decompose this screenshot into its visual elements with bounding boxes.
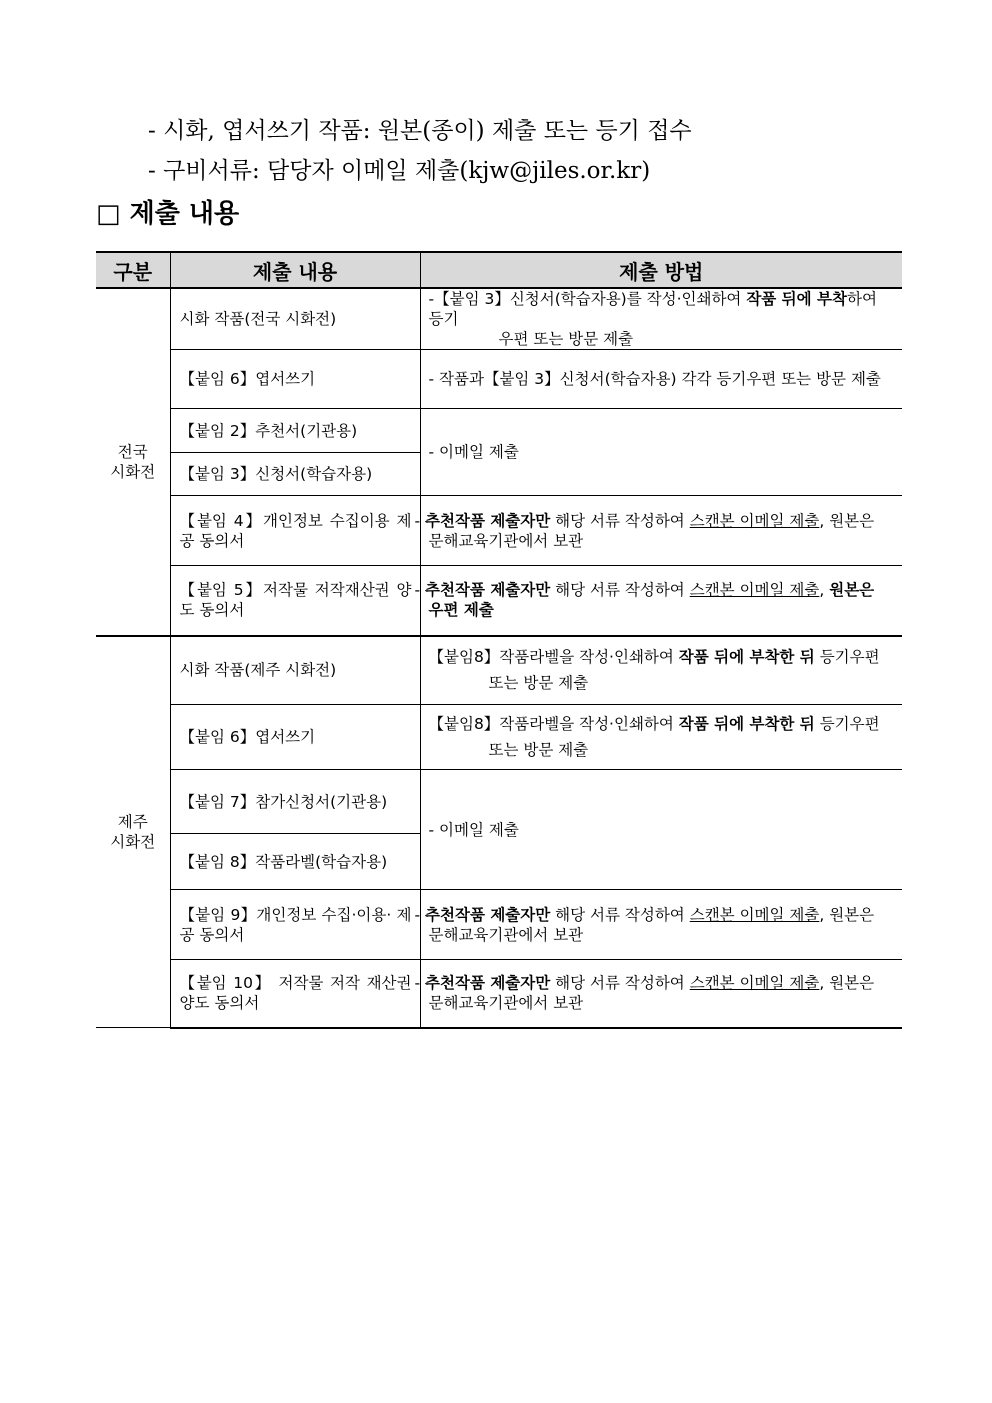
- category-line: 제주: [117, 812, 148, 831]
- table-row: [96, 566, 902, 636]
- table-row: [96, 350, 902, 409]
- method-cell: - 작품과【붙임 3】신청서(학습자용) 각각 등기우편 또는 방문 제출: [420, 350, 902, 409]
- table-row: [96, 890, 902, 960]
- method-cell: - 추천작품 제출자만 해당 서류 작성하여 스캔본 이메일 제출, 원본은 문해교육기관에서 보관: [420, 496, 902, 566]
- header-category: 구분: [96, 252, 170, 288]
- table-row: [96, 288, 902, 350]
- bullet-list: [148, 112, 692, 192]
- item-cell: 시화 작품(제주 시화전): [170, 636, 420, 705]
- item-cell: 【붙임 3】신청서(학습자용): [170, 453, 420, 496]
- method-cell: - 추천작품 제출자만 해당 서류 작성하여 스캔본 이메일 제출, 원본은 문해교육기관에서 보관: [420, 960, 902, 1028]
- item-cell: 【붙임 8】작품라벨(학습자용): [170, 834, 420, 890]
- category-line: 시화전: [110, 832, 156, 851]
- item-cell: 【붙임 7】참가신청서(기관용): [170, 770, 420, 834]
- table-row: [96, 496, 902, 566]
- method-cell: 【붙임8】작품라벨을 작성·인쇄하여 작품 뒤에 부착한 뒤 등기우편 또는 방문 제출: [420, 705, 902, 770]
- bullet-item: - 구비서류: 담당자 이메일 제출(kjw@jiles.or.kr): [148, 158, 651, 184]
- bullet-item: - 시화, 엽서쓰기 작품: 원본(종이) 제출 또는 등기 접수: [148, 118, 692, 144]
- table-row: [96, 636, 902, 705]
- method-cell: - 추천작품 제출자만 해당 서류 작성하여 스캔본 이메일 제출, 원본은 문해교육기관에서 보관: [420, 890, 902, 960]
- item-cell: 시화 작품(전국 시화전): [170, 288, 420, 350]
- category-line: 전국: [117, 442, 148, 461]
- table-row: [96, 409, 902, 453]
- table-row: [96, 960, 902, 1028]
- table-header-row: [96, 252, 902, 288]
- item-cell: 【붙임 5】저작물 저작재산권 양도 동의서: [170, 566, 420, 636]
- item-cell: 【붙임 10】 저작물 저작 재산권 양도 동의서: [170, 960, 420, 1028]
- method-cell: - 이메일 제출: [420, 409, 902, 496]
- header-method: 제출 방법: [420, 252, 902, 288]
- method-cell: 【붙임8】작품라벨을 작성·인쇄하여 작품 뒤에 부착한 뒤 등기우편 또는 방문 제출: [420, 636, 902, 705]
- item-cell: 【붙임 9】개인정보 수집·이용· 제공 동의서: [170, 890, 420, 960]
- method-cell: - 이메일 제출: [420, 770, 902, 890]
- category-line: 시화전: [110, 462, 156, 481]
- method-cell: -【붙임 3】신청서(학습자용)를 작성·인쇄하여 작품 뒤에 부착하여 등기 우편 또는 방문 제출: [420, 288, 902, 350]
- table-row: [96, 770, 902, 834]
- header-content: 제출 내용: [170, 252, 420, 288]
- category-jeju: [96, 636, 170, 1028]
- table-row: [96, 705, 902, 770]
- item-cell: 【붙임 6】엽서쓰기: [170, 350, 420, 409]
- item-cell: 【붙임 4】개인정보 수집이용 제공 동의서: [170, 496, 420, 566]
- section-heading: □ 제출 내용: [96, 199, 240, 229]
- method-cell: - 추천작품 제출자만 해당 서류 작성하여 스캔본 이메일 제출, 원본은 우편 제출: [420, 566, 902, 636]
- item-cell: 【붙임 6】엽서쓰기: [170, 705, 420, 770]
- item-cell: 【붙임 2】추천서(기관용): [170, 409, 420, 453]
- category-national: [96, 288, 170, 636]
- submission-table: [96, 251, 902, 1029]
